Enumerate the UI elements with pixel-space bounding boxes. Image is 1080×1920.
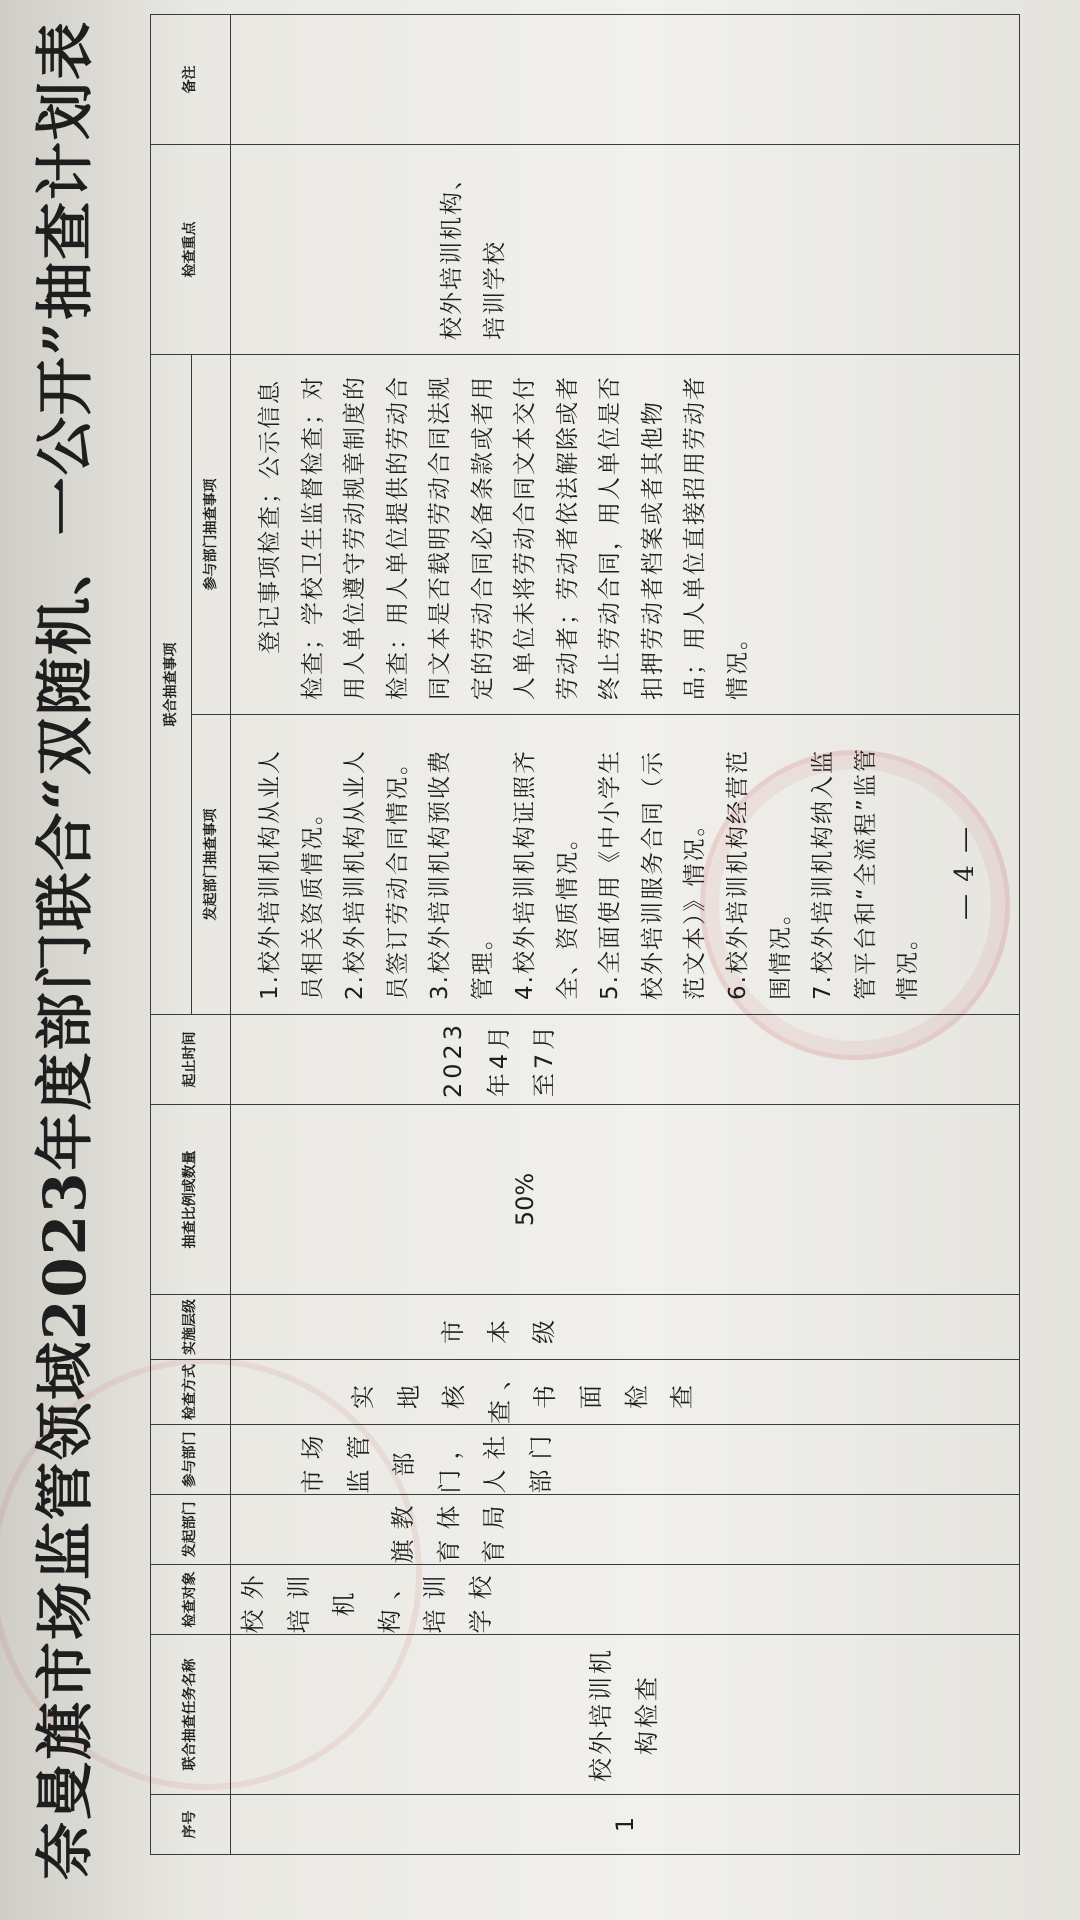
header-task-name: 联合抽查任务名称 bbox=[151, 1635, 231, 1795]
cell-method: 实地核查、书面检查 bbox=[231, 1360, 1020, 1425]
cell-initiator-items bbox=[231, 715, 1020, 1015]
cell-seq: 1 bbox=[231, 1795, 1020, 1855]
initiator-item: 7.校外培训机构纳入监管平台和“全流程”监管情况。 bbox=[810, 747, 922, 1000]
header-target: 检查对象 bbox=[151, 1565, 231, 1635]
cell-ratio: 50% bbox=[231, 1105, 1020, 1295]
page-number: — 4 — bbox=[950, 824, 980, 920]
cell-task-name: 校外培训机构检查 bbox=[231, 1635, 1020, 1795]
initiator-item: 1.校外培训机构从业人员相关资质情况。 bbox=[257, 749, 326, 1000]
header-level: 实施层级 bbox=[151, 1295, 231, 1360]
inspection-plan-table bbox=[150, 14, 1020, 1855]
cell-period: 2023年4月至7月 bbox=[231, 1015, 1020, 1105]
cell-target: 校外培训机构、培训学校 bbox=[231, 1565, 1020, 1635]
cell-participant: 市场监管部门，人社部门 bbox=[231, 1425, 1020, 1495]
cell-level: 市本级 bbox=[231, 1295, 1020, 1360]
table-row bbox=[231, 15, 1020, 1855]
header-remarks: 备注 bbox=[151, 15, 231, 145]
document-title: 奈曼旗市场监管领域2023年度部门联合“双随机、一公开”抽查计划表 bbox=[31, 19, 99, 1880]
cell-initiator: 旗教育体育局 bbox=[231, 1495, 1020, 1565]
initiator-item: 5.全面使用《中小学生校外培训服务合同（示范文本）》情况。 bbox=[597, 749, 709, 1000]
initiator-item: 4.校外培训机构证照齐全、资质情况。 bbox=[512, 749, 581, 1000]
header-row bbox=[151, 15, 192, 1855]
cell-focus: 校外培训机构、培训学校 bbox=[231, 145, 1020, 355]
header-period: 起止时间 bbox=[151, 1015, 231, 1105]
header-ratio: 抽查比例或数量 bbox=[151, 1105, 231, 1295]
cell-remarks bbox=[231, 15, 1020, 145]
initiator-item: 2.校外培训机构从业人员签订劳动合同情况。 bbox=[342, 749, 411, 1000]
header-seq: 序号 bbox=[151, 1795, 231, 1855]
header-initiator-items: 发起部门抽查事项 bbox=[192, 715, 231, 1015]
header-participant: 参与部门 bbox=[151, 1425, 231, 1495]
header-joint-items: 联合抽查事项 bbox=[151, 355, 192, 1015]
header-participant-items: 参与部门抽查事项 bbox=[192, 355, 231, 715]
header-focus: 检查重点 bbox=[151, 145, 231, 355]
initiator-item: 3.校外培训机构预收费管理。 bbox=[427, 749, 496, 1000]
cell-participant-items: 登记事项检查；公示信息检查；学校卫生监督检查；对用人单位遵守劳动规章制度的检查：用人单位提供的劳动合同文本是否载明劳动合同法规定的劳动合同必备条款或者用人单位未将劳动合同文本交付劳动者；劳动者依法解除或者终止劳动合同，用人单位是否扣押劳动者档案或者其他物品；用人单位直接招用劳动者情况。 bbox=[231, 355, 1020, 715]
initiator-item: 6.校外培训机构经营范围情况。 bbox=[725, 749, 794, 1000]
header-method: 检查方式 bbox=[151, 1360, 231, 1425]
header-initiator: 发起部门 bbox=[151, 1495, 231, 1565]
